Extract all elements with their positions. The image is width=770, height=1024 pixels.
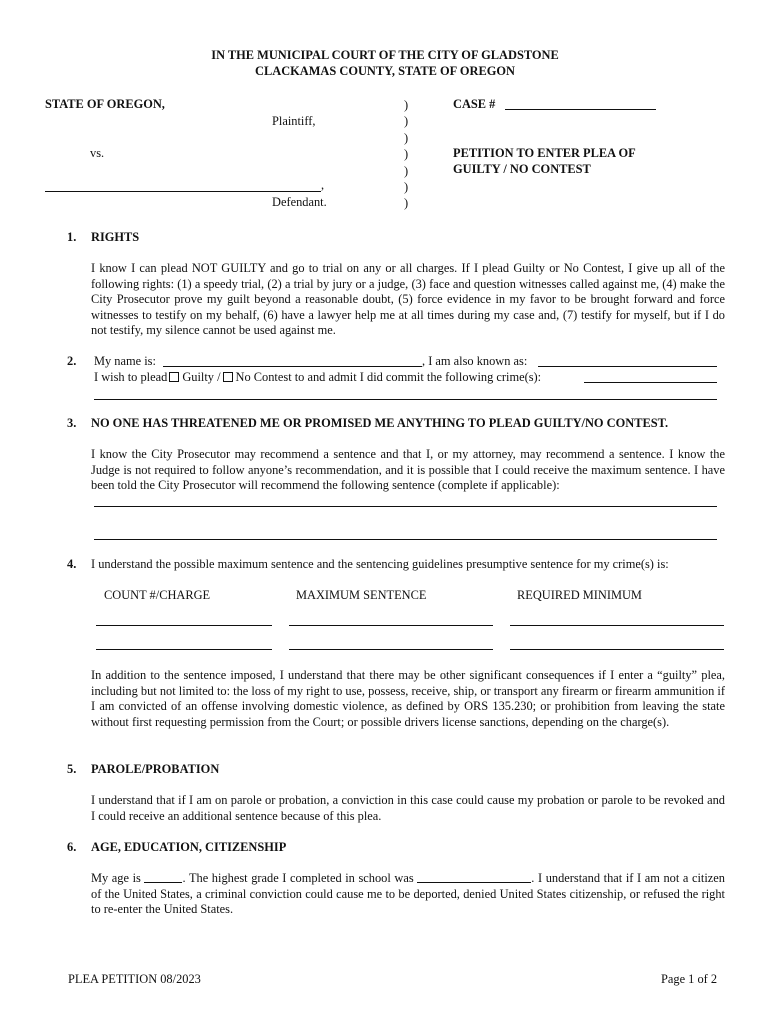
- defendant-name-line[interactable]: [45, 191, 321, 192]
- section-5-body: I understand that if I am on parole or probation, a conviction in this case could cause my probation or parole to be revoked and I could receive an additional sentence because of this plea.: [91, 793, 725, 823]
- case-number-line[interactable]: [505, 109, 656, 110]
- defendant-label: Defendant.: [272, 195, 327, 209]
- required-minimum-line-2[interactable]: [510, 649, 724, 650]
- count-charge-line-2[interactable]: [96, 649, 272, 650]
- section-1-body: I know I can plead NOT GUILTY and go to trial on any or all charges. If I plead Guilty or No Contest, I give up all of the following rights: (1) a speedy trial, (2) a trial by jury or a judge, (3) face and question witnesses called against me, (4) make the City Prosecutor prove my guilt beyond a reasonable doubt, (5) force evidence in my favor to be brought forward and force witnesses to testify on my behalf, (6) have a lawyer help me at all times during my case and, (7) testify for myself, but if I do not testify, my silence cannot be used against me.: [91, 261, 725, 338]
- aka-field-line[interactable]: [538, 366, 717, 367]
- section-5-heading: PAROLE/PROBATION: [91, 762, 220, 776]
- maximum-sentence-header: MAXIMUM SENTENCE: [296, 588, 427, 602]
- petition-title-line1: PETITION TO ENTER PLEA OF: [453, 146, 636, 160]
- maximum-sentence-line-2[interactable]: [289, 649, 493, 650]
- citizenship-text: . I understand that if I am not a citizen of the United States, a criminal conviction could cause me to be deported, denied United States citizenship, or refused the right to re-enter the United States.: [91, 871, 726, 917]
- no-contest-checkbox[interactable]: [223, 372, 233, 382]
- section-1-heading: RIGHTS: [91, 230, 140, 244]
- name-field-line[interactable]: [163, 366, 422, 367]
- plaintiff-label: Plaintiff,: [272, 114, 316, 128]
- section-6-heading: AGE, EDUCATION, CITIZENSHIP: [91, 840, 287, 854]
- no-contest-option-label: No Contest to and admit I did commit the following crime(s):: [235, 370, 542, 384]
- grade-text: . The highest grade I completed in school was: [182, 871, 414, 885]
- age-prefix: My age is: [91, 871, 141, 885]
- guilty-option-label: Guilty /: [182, 370, 221, 384]
- required-minimum-header: REQUIRED MINIMUM: [517, 588, 642, 602]
- section-1-number: 1.: [67, 230, 77, 244]
- count-charge-header: COUNT #/CHARGE: [104, 588, 211, 602]
- recommended-sentence-line-1[interactable]: [94, 506, 717, 507]
- crimes-field-line-2[interactable]: [94, 399, 717, 400]
- court-county: CLACKAMAS COUNTY, STATE OF OREGON: [255, 64, 515, 78]
- section-3-number: 3.: [67, 416, 77, 430]
- section-2-number: 2.: [67, 354, 77, 368]
- defendant-comma: ,: [321, 178, 325, 192]
- guilty-checkbox[interactable]: [169, 372, 179, 382]
- form-identifier: PLEA PETITION 08/2023: [68, 972, 201, 986]
- section-3-body: I know the City Prosecutor may recommend a sentence and that I, or my attorney, may recommend a sentence. I know the Judge is not required to follow anyone’s recommendation, and it is possible that I could receive the maximum sentence. I have been told the City Prosecutor will recommend the following sentence (complete if applicable):: [91, 447, 725, 493]
- name-label: My name is:: [94, 354, 156, 368]
- grade-field-line[interactable]: [417, 872, 531, 883]
- petition-title-line2: GUILTY / NO CONTEST: [453, 162, 591, 176]
- aka-label: , I am also known as:: [422, 354, 528, 368]
- plaintiff-name: STATE OF OREGON,: [45, 97, 165, 111]
- section-4-intro: I understand the possible maximum sentence and the sentencing guidelines presumptive sentence for my crime(s) is:: [91, 557, 669, 571]
- section-5-number: 5.: [67, 762, 77, 776]
- vs-label: vs.: [90, 146, 105, 160]
- section-3-heading: NO ONE HAS THREATENED ME OR PROMISED ME ANYTHING TO PLEAD GUILTY/NO CONTEST.: [91, 416, 669, 430]
- count-charge-line-1[interactable]: [96, 625, 272, 626]
- section-4-number: 4.: [67, 557, 77, 571]
- section-6-body: [91, 871, 725, 918]
- recommended-sentence-line-2[interactable]: [94, 539, 717, 540]
- court-title: IN THE MUNICIPAL COURT OF THE CITY OF GLADSTONE: [211, 48, 559, 62]
- section-6-number: 6.: [67, 840, 77, 854]
- page-number: Page 1 of 2: [661, 972, 718, 986]
- case-number-label: CASE #: [453, 97, 496, 111]
- caption-parentheses: ) ) ) ) ) ) ): [404, 98, 409, 211]
- crimes-field-line-1[interactable]: [584, 382, 717, 383]
- plea-prefix: I wish to plead: [94, 370, 168, 384]
- maximum-sentence-line-1[interactable]: [289, 625, 493, 626]
- required-minimum-line-1[interactable]: [510, 625, 724, 626]
- section-4-consequences: In addition to the sentence imposed, I understand that there may be other significant consequences if I enter a “guilty” plea, including but not limited to: the loss of my right to use, possess, receive, ship, or transport any firearm or firearm ammunition if I am convicted of an offense involving domestic violence, as defined by ORS 135.230; or prohibition from leaving the state without first requesting permission from the Court; or possible drivers license sanctions, depending on the charge(s).: [91, 668, 725, 729]
- age-field-line[interactable]: [144, 872, 182, 883]
- plea-choice-row: [94, 370, 541, 385]
